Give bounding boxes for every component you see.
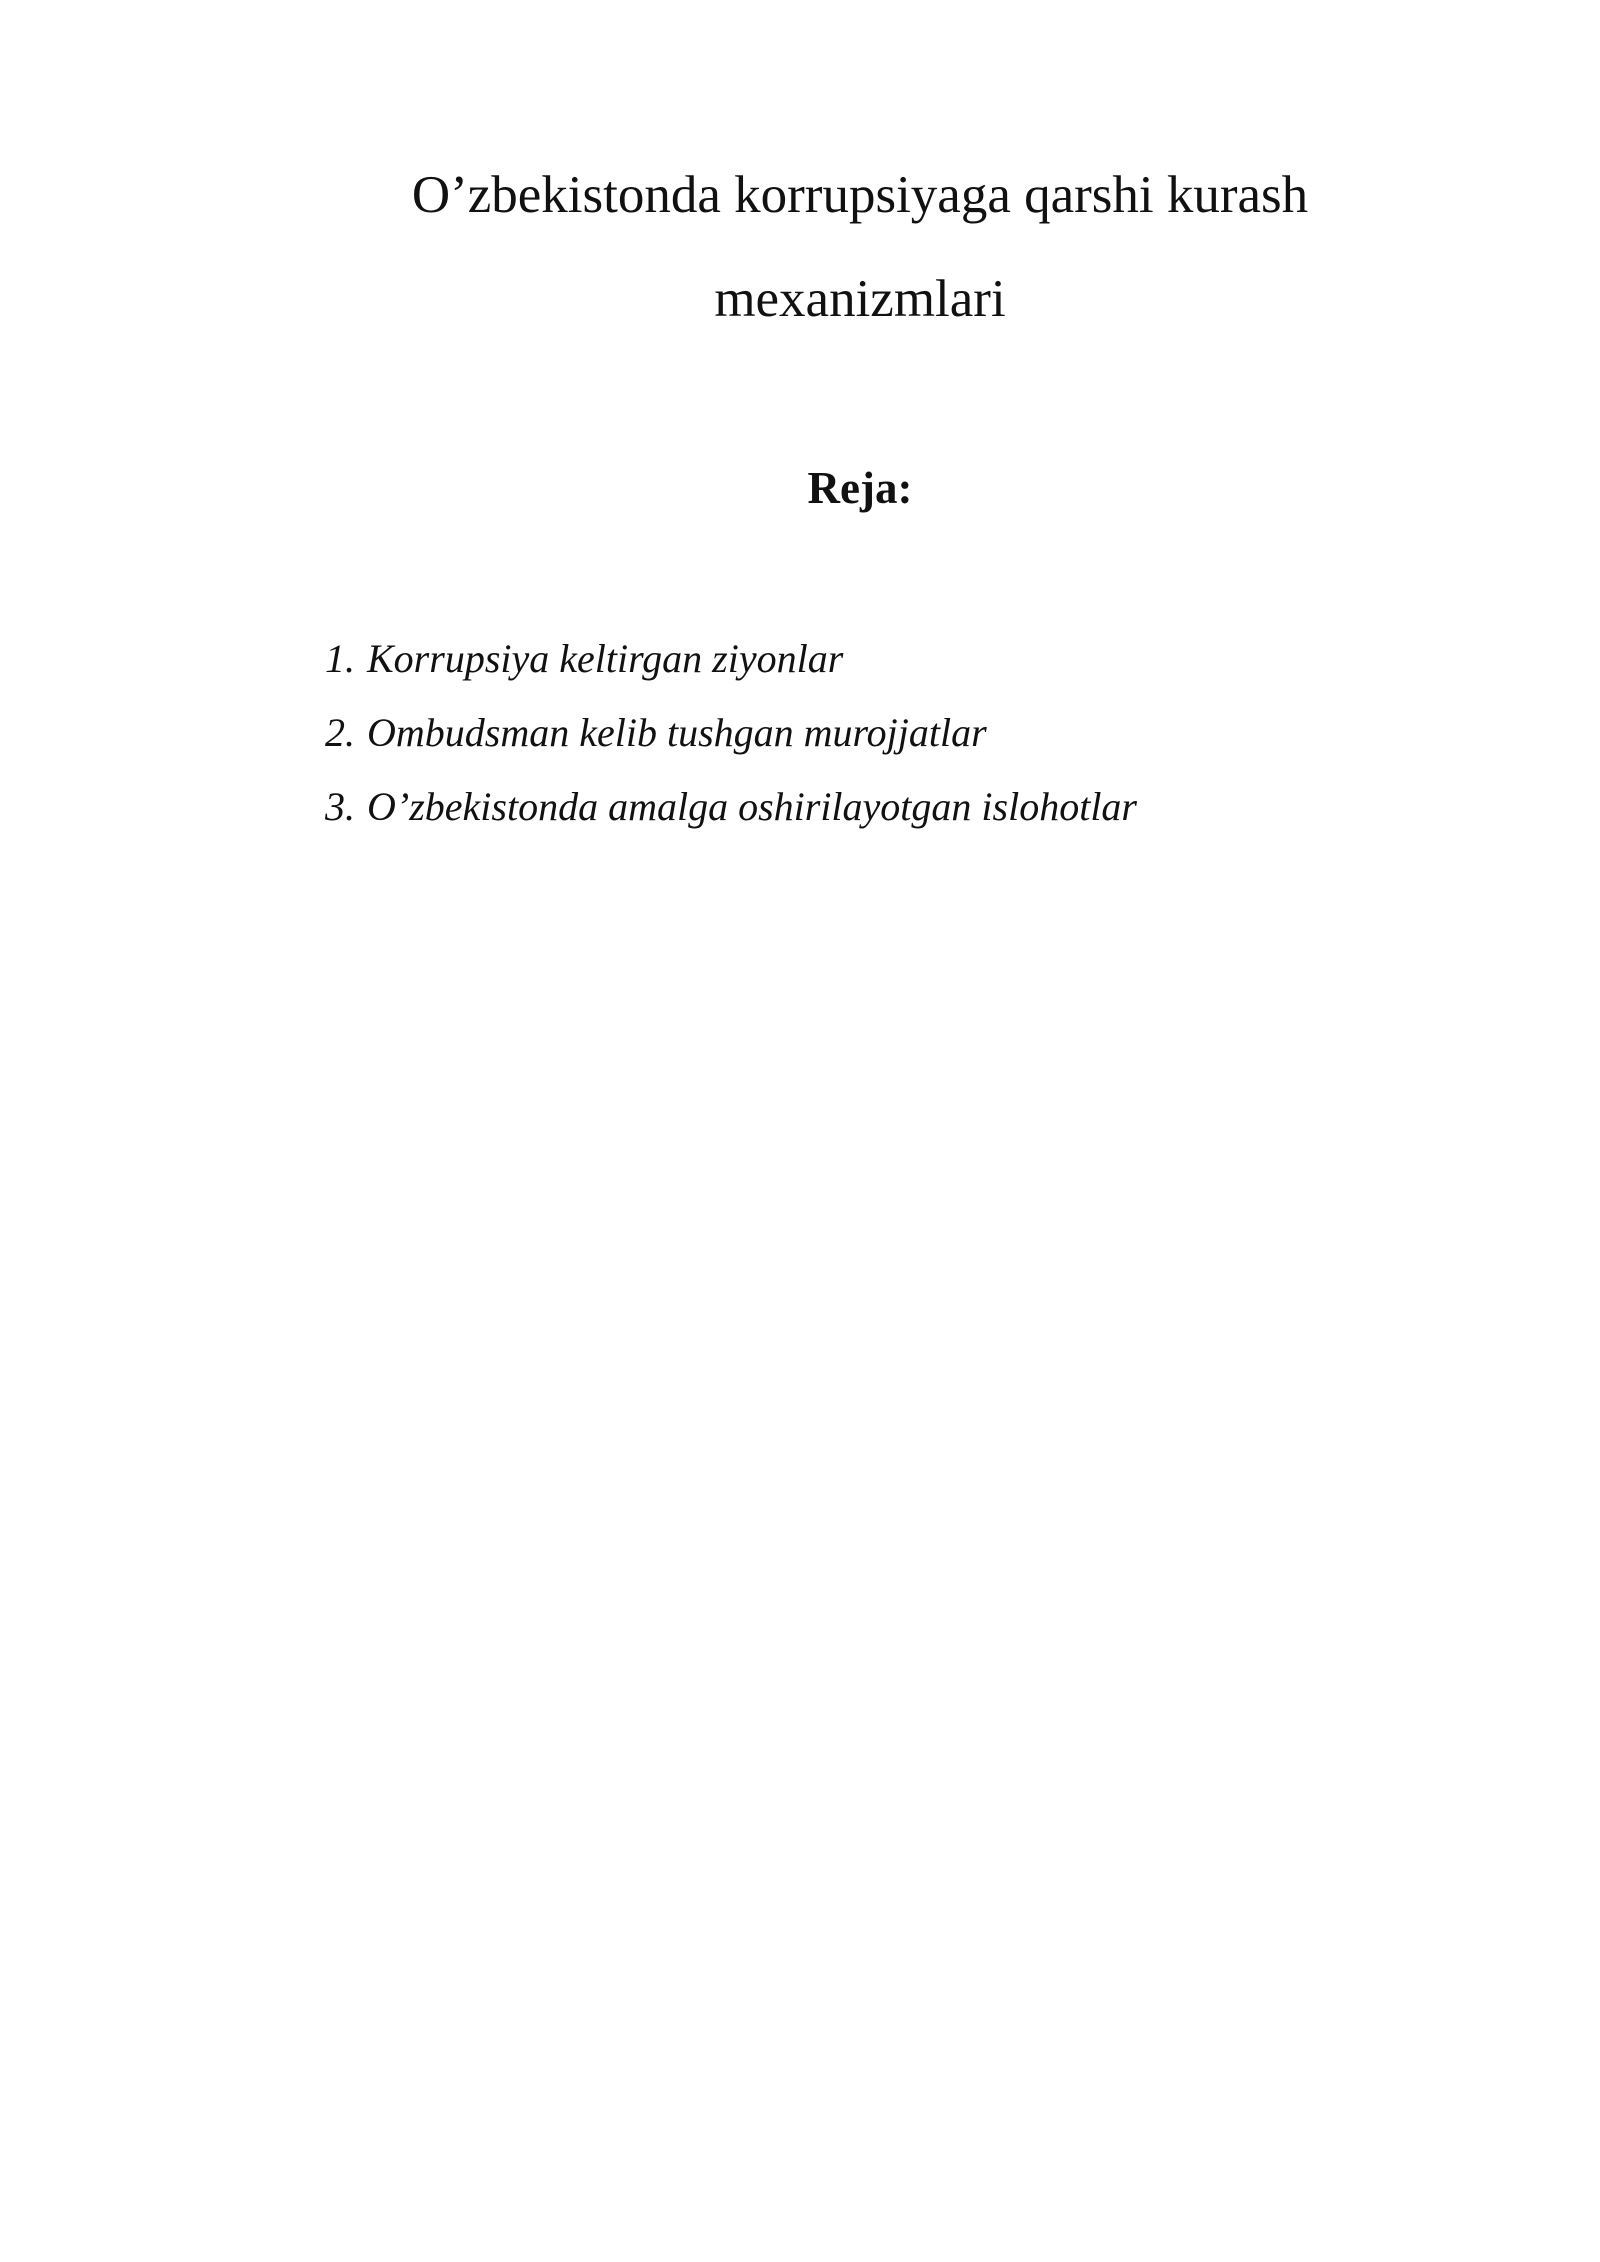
plan-item	[325, 770, 1137, 844]
title-line-1: O’zbekistonda korrupsiyaga qarshi kurash	[411, 166, 1309, 224]
plan-item-text: Ombudsman kelib tushgan murojjatlar	[367, 710, 987, 755]
plan-item-number: 3.	[325, 784, 355, 829]
plan-item-number: 1.	[325, 636, 355, 681]
plan-item-text: Korrupsiya keltirgan ziyonlar	[367, 636, 844, 681]
plan-item-text: O’zbekistonda amalga oshirilayotgan islohotlar	[367, 784, 1137, 829]
title-line-2: mexanizmlari	[714, 270, 1006, 328]
plan-item-number: 2.	[325, 710, 355, 755]
plan-item	[325, 696, 1137, 770]
plan-list	[325, 622, 1137, 844]
plan-item	[325, 622, 1137, 696]
document-title	[300, 143, 1420, 351]
plan-heading: Reja:	[807, 463, 913, 513]
